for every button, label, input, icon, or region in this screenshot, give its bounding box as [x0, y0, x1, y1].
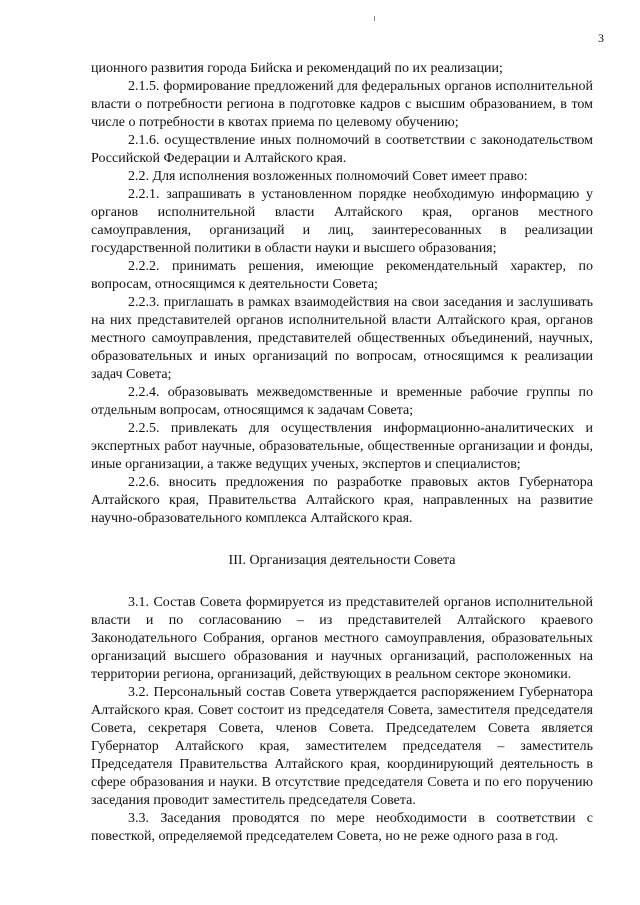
- paragraph-2-1-6: 2.1.6. осуществление иных полномочий в соответствии с законодательством Российской Федерации и Алтайского края.: [91, 133, 593, 166]
- paragraph-2-2-6: 2.2.6. вносить предложения по разработке правовых актов Губернатора Алтайского края, Правительства Алтайского края, направленных на развитие научно-образовательного комплекса Алтайского края.: [91, 475, 593, 526]
- paragraph-2-2-3: 2.2.3. приглашать в рамках взаимодействия на свои заседания и заслушивать на них представителей органов исполнительной власти Алтайского края, органов местного самоуправления, представителей общественных объединений, научных, образовательных и иных организаций по вопросам, относящимся к реализации задач Совета;: [91, 295, 593, 382]
- paragraph-3-2: 3.2. Персональный состав Совета утверждается распоряжением Губернатора Алтайского края. Совет состоит из председателя Совета, заместителя председателя Совета, секретаря Совета, членов Совета. Председателем Совета является Губернатор Алтайского края, заместителем председателя – заместитель Председателя Правительства Алтайского края, координирующий деятельность в сфере образования и науки. В отсутствие председателя Совета и по его поручению заседания проводит заместитель председателя Совета.: [91, 685, 593, 808]
- section-heading: III. Организация деятельности Совета: [228, 553, 456, 568]
- paragraph-2-2-1: 2.2.1. запрашивать в установленном порядке необходимую информацию у органов исполнительной власти Алтайского края, органов местного самоуправления, организаций и лиц, заинтересованных в реализации государственной политики в области науки и высшего образования;: [91, 187, 593, 256]
- scan-mark: [374, 16, 375, 21]
- paragraph-continuation: ционного развития города Бийска и рекомендаций по их реализации;: [91, 61, 503, 76]
- document-body: [91, 60, 593, 846]
- paragraph-2-2-2: 2.2.2. принимать решения, имеющие рекомендательный характер, по вопросам, относящимся к деятельности Совета;: [91, 259, 593, 292]
- paragraph-2-2: 2.2. Для исполнения возложенных полномочий Совет имеет право:: [128, 169, 528, 184]
- paragraph-2-2-4: 2.2.4. образовывать межведомственные и временные рабочие группы по отдельным вопросам, относящимся к задачам Совета;: [91, 385, 593, 418]
- paragraph-3-1: 3.1. Состав Совета формируется из представителей органов исполнительной власти и по согласованию – из представителей Алтайского краевого Законодательного Собрания, органов местного самоуправления, образовательных организаций высшего образования и научных организаций, расположенных на территории региона, организаций, действующих в реальном секторе экономики.: [91, 595, 593, 682]
- paragraph-3-3: 3.3. Заседания проводятся по мере необходимости в соответствии с повесткой, определяемой председателем Совета, но не реже одного раза в год.: [91, 811, 593, 844]
- page-number: 3: [598, 31, 604, 45]
- paragraph-2-2-5: 2.2.5. привлекать для осуществления информационно-аналитических и экспертных работ научные, образовательные, общественные организации и фонды, иные организации, а также ведущих ученых, экспертов и специалистов;: [91, 421, 593, 472]
- paragraph-2-1-5: 2.1.5. формирование предложений для федеральных органов исполнительной власти о потребности региона в подготовке кадров с высшим образованием, в том числе о потребности в квотах приема по целевому обучению;: [91, 79, 593, 130]
